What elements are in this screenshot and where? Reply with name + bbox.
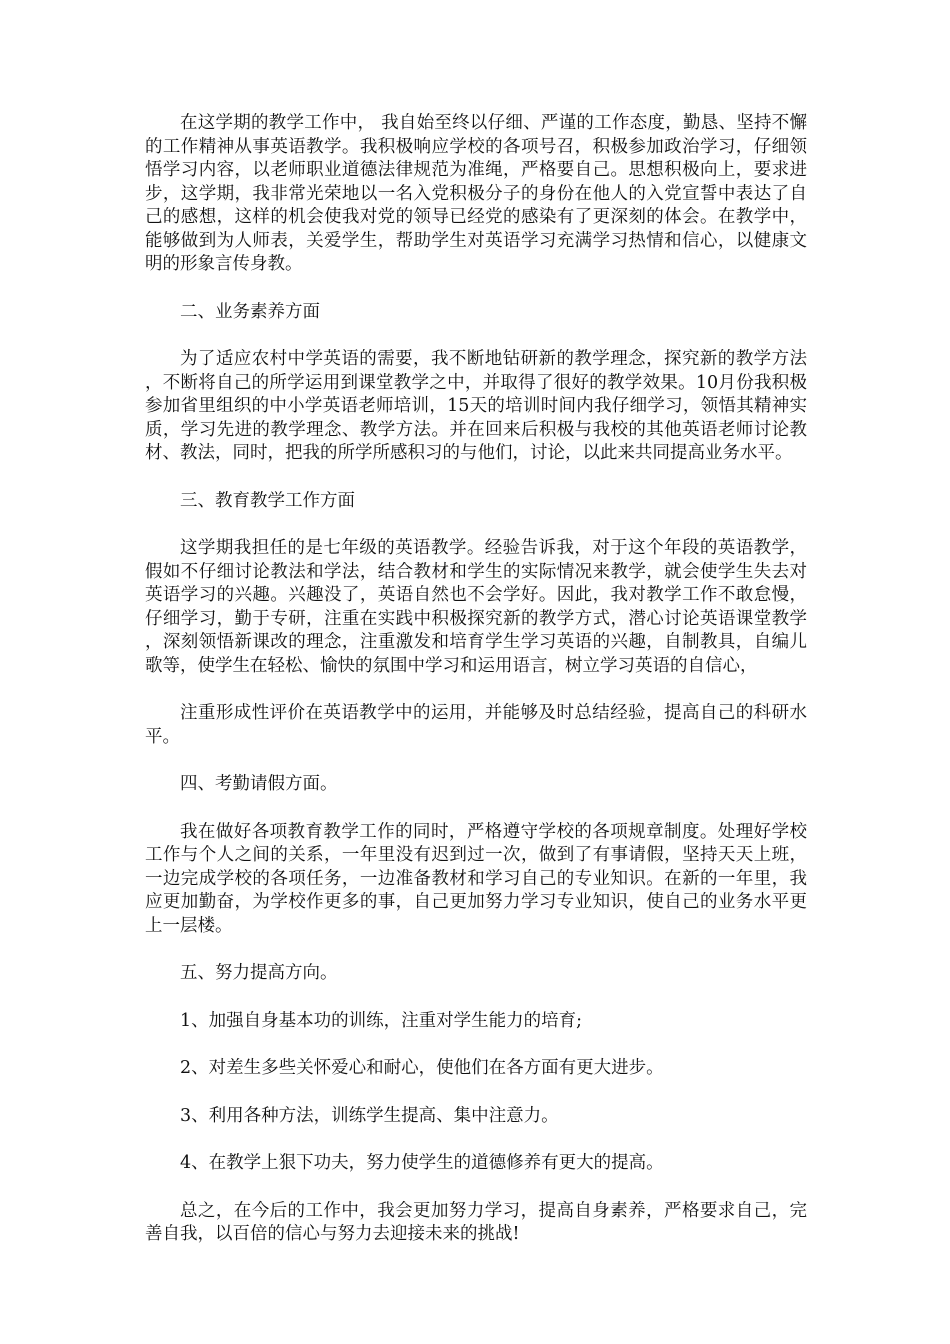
intro-paragraph: 在这学期的教学工作中， 我自始至终以仔细、严谨的工作态度，勤恳、坚持不懈的工作精神从事英语教学。我积极响应学校的各项号召，积极参加政治学习，仔细领悟学习内容，以老师职业道德法律规范为准绳，严格要自己。思想积极向上，要求进步，这学期，我非常光荣地以一名入党积极分子的身份在他人的入党宣誓中表达了自己的感想，这样的机会使我对党的领导已经党的感染有了更深刻的体会。在教学中，能够做到为人师表，关爱学生，帮助学生对英语学习充满学习热情和信心，以健康文明的形象言传身教。 [145, 113, 807, 274]
section-heading-professional-quality: 二、业务素养方面 [180, 301, 320, 322]
improvement-item-3: 3、利用各种方法，训练学生提高、集中注意力。 [180, 1105, 559, 1126]
professional-quality-paragraph: 为了适应农村中学英语的需要，我不断地钻研新的教学理念，探究新的教学方法，不断将自己的所学运用到课堂教学之中，并取得了很好的教学效果。10月份我积极参加省里组织的中小学英语老师培训，15天的培训时间内我仔细学习，领悟其精神实质，学习先进的教学理念、教学方法。并在回来后积极与我校的其他英语老师讨论教材、教法，同时，把我的所学所感积习的与他们，讨论，以此来共同提高业务水平。 [145, 349, 807, 463]
conclusion-paragraph: 总之，在今后的工作中，我会更加努力学习，提高自身素养，严格要求自己，完善自我，以百倍的信心与努力去迎接未来的挑战! [145, 1200, 807, 1244]
document-body [145, 112, 807, 1271]
formative-evaluation-paragraph: 注重形成性评价在英语教学中的运用，并能够及时总结经验，提高自己的科研水平。 [145, 703, 807, 747]
improvement-item-2: 2、对差生多些关怀爱心和耐心，使他们在各方面有更大进步。 [180, 1058, 664, 1078]
attendance-paragraph: 我在做好各项教育教学工作的同时，严格遵守学校的各项规章制度。处理好学校工作与个人之间的关系，一年里没有迟到过一次，做到了有事请假，坚持天天上班，一边完成学校的各项任务，一边准备教材和学习自己的专业知识。在新的一年里，我应更加勤奋，为学校作更多的事，自己更加努力学习专业知识，使自己的业务水平更上一层楼。 [145, 821, 807, 936]
section-heading-improvement: 五、努力提高方向。 [180, 963, 338, 983]
section-heading-teaching-work: 三、教育教学工作方面 [180, 490, 355, 511]
improvement-item-1: 1、加强自身基本功的训练，注重对学生能力的培育; [180, 1010, 583, 1031]
section-heading-attendance: 四、考勤请假方面。 [180, 774, 338, 794]
improvement-item-4: 4、在教学上狠下功夫，努力使学生的道德修养有更大的提高。 [180, 1153, 664, 1173]
teaching-work-paragraph: 这学期我担任的是七年级的英语教学。经验告诉我，对于这个年段的英语教学，假如不仔细讨论教法和学法，结合教材和学生的实际情况来教学，就会使学生失去对英语学习的兴趣。兴趣没了，英语自然也不会学好。因此，我对教学工作不敢怠慢，仔细学习，勤于专研，注重在实践中积极探究新的教学方式，潜心讨论英语课堂教学，深刻领悟新课改的理念，注重激发和培育学生学习英语的兴趣，自制教具，自编儿歌等，使学生在轻松、愉快的氛围中学习和运用语言，树立学习英语的自信心， [145, 538, 807, 676]
